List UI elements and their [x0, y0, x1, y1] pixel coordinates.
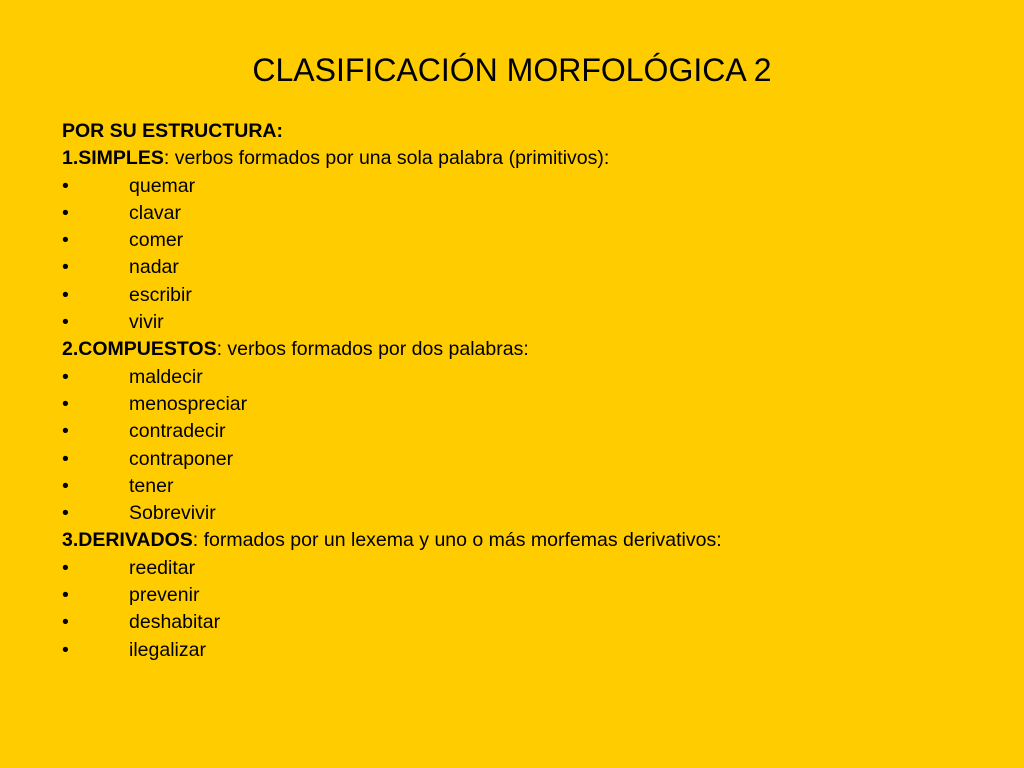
list-item	[62, 609, 962, 636]
bullet-icon: •	[62, 283, 69, 306]
bullet-icon: •	[62, 638, 69, 661]
section-compuestos-header	[62, 336, 962, 363]
list-item-text: reeditar	[129, 556, 196, 579]
list-item	[62, 418, 962, 445]
bullet-icon: •	[62, 420, 69, 443]
section-label: 3.DERIVADOS	[62, 529, 193, 552]
bullet-icon: •	[62, 392, 69, 415]
list-item	[62, 582, 962, 609]
list-item	[62, 446, 962, 473]
bullet-icon: •	[62, 256, 69, 279]
list-item-text: deshabitar	[129, 611, 221, 634]
list-item	[62, 173, 962, 200]
bullet-icon: •	[62, 556, 69, 579]
list-item-text: Sobrevivir	[129, 502, 216, 525]
list-item-text: contradecir	[129, 420, 226, 443]
bullet-icon: •	[62, 474, 69, 497]
slide-content	[62, 118, 962, 664]
list-item-text: clavar	[129, 201, 182, 224]
list-item	[62, 309, 962, 336]
section-derivados-header	[62, 527, 962, 554]
list-item	[62, 200, 962, 227]
list-item	[62, 364, 962, 391]
list-item	[62, 227, 962, 254]
slide-title: CLASIFICACIÓN MORFOLÓGICA 2	[252, 52, 772, 88]
list-item	[62, 500, 962, 527]
section-label: 2.COMPUESTOS	[62, 338, 217, 361]
list-item-text: nadar	[129, 256, 179, 279]
bullet-icon: •	[62, 447, 69, 470]
list-item-text: menospreciar	[129, 392, 248, 415]
section-description: : verbos formados por una sola palabra (primitivos):	[163, 147, 610, 170]
list-item	[62, 637, 962, 664]
section-description: : verbos formados por dos palabras:	[216, 338, 529, 361]
list-item-text: ilegalizar	[129, 638, 206, 661]
list-item-text: maldecir	[129, 365, 203, 388]
list-item	[62, 254, 962, 281]
section-simples-header	[62, 145, 962, 172]
bullet-icon: •	[62, 365, 69, 388]
list-item	[62, 555, 962, 582]
list-item-text: tener	[129, 474, 174, 497]
list-item-text: comer	[129, 229, 184, 252]
list-item-text: vivir	[129, 311, 164, 334]
bullet-icon: •	[62, 311, 69, 334]
list-item-text: prevenir	[129, 584, 200, 607]
list-item-text: escribir	[129, 283, 192, 306]
bullet-icon: •	[62, 229, 69, 252]
list-item	[62, 391, 962, 418]
bullet-icon: •	[62, 174, 69, 197]
bullet-icon: •	[62, 201, 69, 224]
section-description: : formados por un lexema y uno o más morfemas derivativos:	[192, 529, 722, 552]
section-label: 1.SIMPLES	[62, 147, 164, 170]
bullet-icon: •	[62, 584, 69, 607]
bullet-icon: •	[62, 611, 69, 634]
list-item-text: contraponer	[129, 447, 234, 470]
section-heading: POR SU ESTRUCTURA:	[62, 120, 284, 142]
list-item	[62, 282, 962, 309]
bullet-icon: •	[62, 502, 69, 525]
list-item	[62, 473, 962, 500]
list-item-text: quemar	[129, 174, 196, 197]
